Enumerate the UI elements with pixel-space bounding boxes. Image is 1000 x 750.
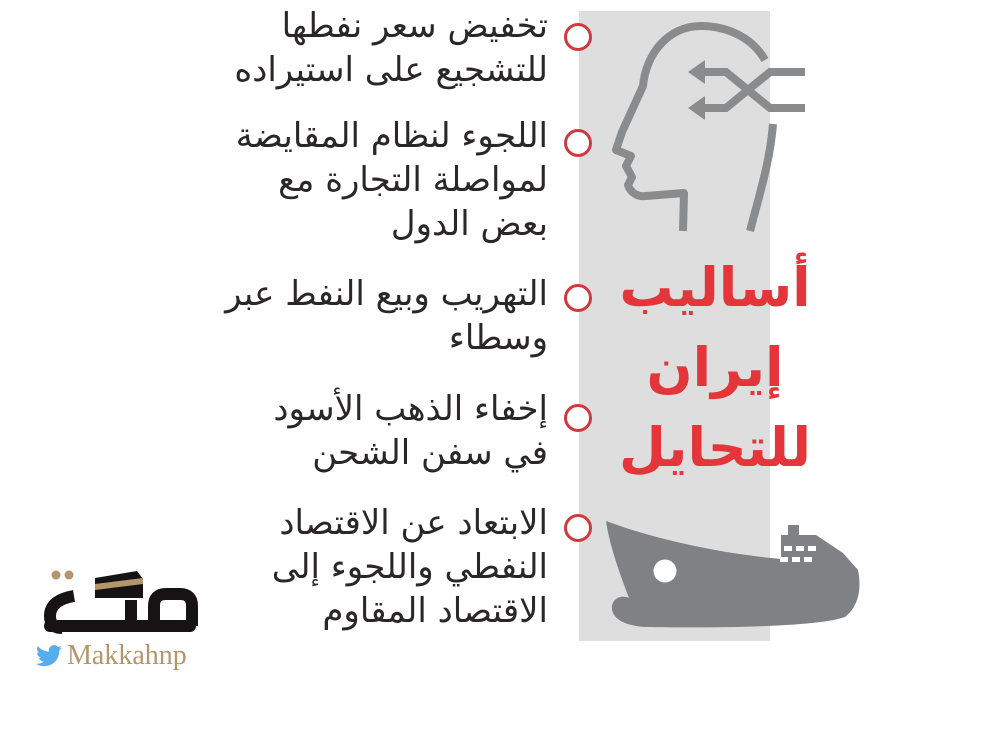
item-line: الابتعاد عن الاقتصاد <box>279 503 548 543</box>
item-line: تخفيض سعر نفطها <box>281 6 548 46</box>
title-line-3: للتحايل <box>618 416 812 479</box>
item-line: التهريب وبيع النفط عبر <box>225 274 548 314</box>
makkah-wordmark <box>40 570 205 640</box>
item-line: في سفن الشحن <box>312 433 548 473</box>
item-line: النفطي واللجوء إلى <box>271 547 548 587</box>
oil-tanker-icon <box>595 515 915 630</box>
circle-bullet-icon <box>564 129 592 157</box>
circle-bullet-icon <box>564 404 592 432</box>
circle-bullet-icon <box>564 284 592 312</box>
circle-bullet-icon <box>564 23 592 51</box>
title-line-1: أساليب <box>619 256 811 319</box>
makkah-newspaper-logo <box>40 570 220 675</box>
item-line: اللجوء لنظام المقايضة <box>235 116 548 156</box>
infographic-title <box>610 248 820 488</box>
twitter-handle: Makkahnp <box>67 640 187 671</box>
item-line: بعض الدول <box>390 204 548 244</box>
list-item-2 <box>236 114 548 246</box>
twitter-bird-icon <box>36 645 62 667</box>
item-line: لمواصلة التجارة مع <box>278 160 548 200</box>
item-line: وسطاء <box>448 318 548 358</box>
list-item-3 <box>225 272 548 360</box>
list-item-1 <box>234 4 548 92</box>
list-item-4 <box>273 387 548 475</box>
item-line: للتشجيع على استيراده <box>234 50 548 90</box>
item-line: إخفاء الذهب الأسود <box>273 389 548 429</box>
title-line-2: إيران <box>646 336 784 399</box>
porthole <box>654 560 677 583</box>
kaaba-icon <box>95 571 143 598</box>
twitter-handle-row <box>36 640 187 672</box>
item-line: الاقتصاد المقاوم <box>322 591 548 631</box>
list-item-5 <box>272 501 548 633</box>
head-swap-arrows-icon <box>598 20 868 235</box>
circle-bullet-icon <box>564 514 592 542</box>
